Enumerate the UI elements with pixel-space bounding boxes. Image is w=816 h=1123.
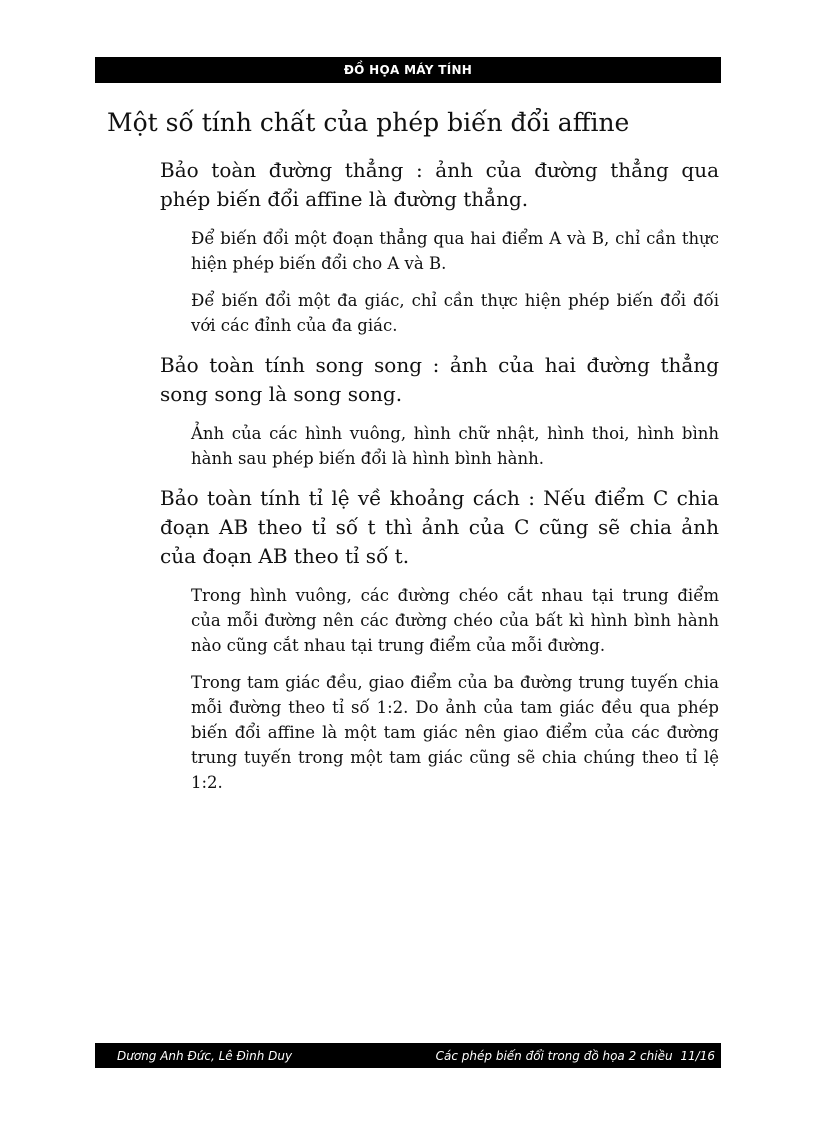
bullet-point	[160, 484, 719, 795]
slide-title: Một số tính chất của phép biến đổi affine	[107, 108, 630, 137]
sub-point: Trong tam giác đều, giao điểm của ba đường trung tuyến chia mỗi đường theo tỉ số 1:2. Do ảnh của tam giác đều qua phép biến đổi affine là một tam giác nên giao điểm của các đường trung tuyến trong một tam giác cũng sẽ chia chúng theo tỉ lệ 1:2.	[191, 673, 719, 792]
header-bar	[95, 57, 721, 83]
footer-bar	[95, 1043, 721, 1068]
footer-page-number: 11/16	[680, 1048, 715, 1063]
footer-authors: Dương Anh Đức, Lê Đình Duy	[117, 1048, 293, 1063]
footer-right	[436, 1049, 715, 1063]
sub-point-list	[191, 583, 719, 795]
bullet-point	[160, 351, 719, 471]
sub-point: Để biến đổi một đoạn thẳng qua hai điểm A và B, chỉ cần thực hiện phép biến đổi cho A và B.	[191, 229, 719, 273]
header-title: ĐỒ HỌA MÁY TÍNH	[343, 63, 473, 77]
footer-lecture-title: Các phép biến đổi trong đồ họa 2 chiều	[435, 1048, 673, 1063]
slide-content	[160, 156, 719, 808]
point-text: Bảo toàn tính tỉ lệ về khoảng cách : Nếu điểm C chia đoạn AB theo tỉ số t thì ảnh của C cũng sẽ chia ảnh của đoạn AB theo tỉ số t.	[160, 486, 719, 568]
bullet-point	[160, 156, 719, 338]
point-text: Bảo toàn đường thẳng : ảnh của đường thẳng qua phép biến đổi affine là đường thẳng.	[160, 158, 719, 211]
sub-point: Để biến đổi một đa giác, chỉ cần thực hiện phép biến đổi đối với các đỉnh của đa giác.	[191, 291, 719, 335]
sub-point: Ảnh của các hình vuông, hình chữ nhật, hình thoi, hình bình hành sau phép biến đổi là hình bình hành.	[191, 424, 719, 468]
sub-point-list	[191, 226, 719, 338]
point-text: Bảo toàn tính song song : ảnh của hai đường thẳng song song là song song.	[160, 353, 719, 406]
sub-point-list	[191, 421, 719, 471]
sub-point: Trong hình vuông, các đường chéo cắt nhau tại trung điểm của mỗi đường nên các đường chéo của bất kì hình bình hành nào cũng cắt nhau tại trung điểm của mỗi đường.	[191, 586, 719, 655]
